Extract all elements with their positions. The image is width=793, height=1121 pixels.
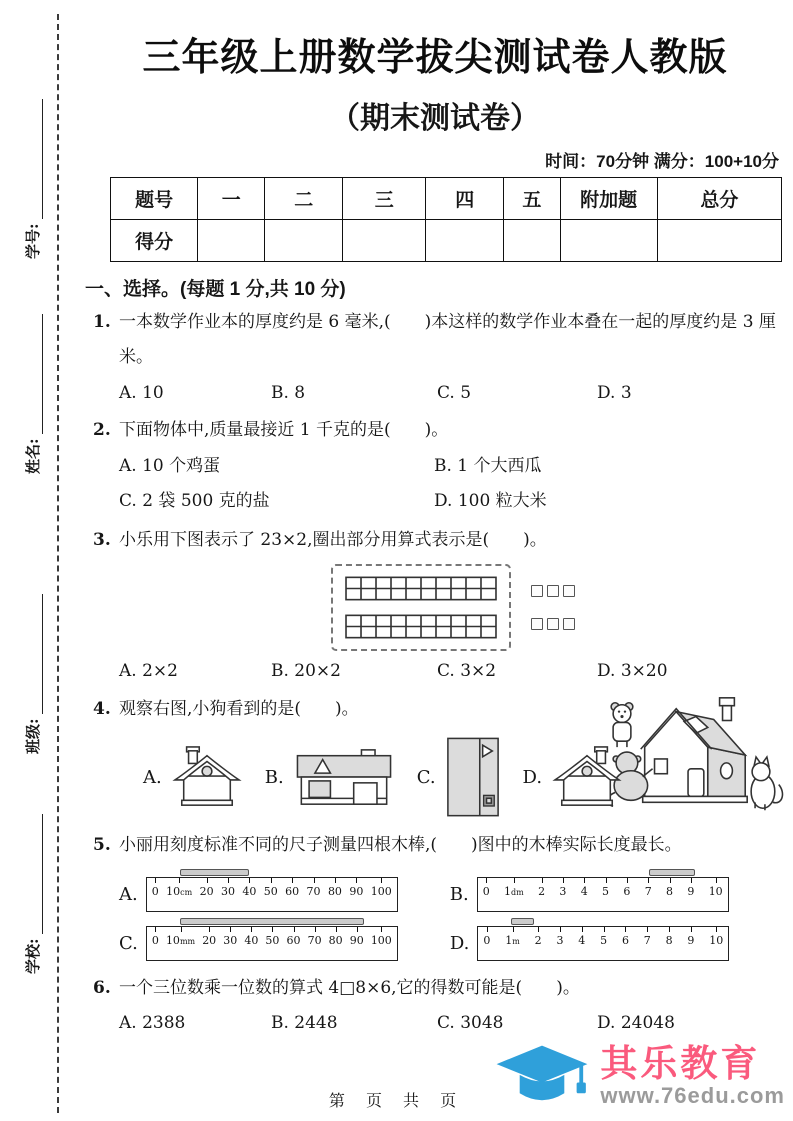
question-5-options — [119, 877, 785, 961]
option-a-ruler — [119, 877, 398, 912]
student-id-label: 学号: — [24, 223, 42, 259]
score-cell — [560, 220, 657, 262]
brand-website: www.76edu.com — [600, 1083, 785, 1109]
question-4 — [85, 692, 785, 824]
oval-window — [721, 763, 733, 779]
answer-option: A. 10 个鸡蛋 — [119, 455, 221, 476]
ruler-tick: 10mm — [165, 933, 196, 947]
score-table-header-cell: 一 — [198, 178, 265, 220]
answer-option: A. 10 — [119, 382, 164, 403]
score-table-header-cell: 二 — [265, 178, 343, 220]
score-cell — [504, 220, 560, 262]
question-5-number: 5. — [93, 834, 111, 855]
ruler-tick: 4 — [580, 884, 588, 898]
ruler-row-2 — [119, 926, 785, 961]
ruler-tick: 60 — [285, 884, 300, 898]
option-a-house-front — [143, 745, 243, 811]
page-number-footer: 第 页 共 页 — [328, 1091, 465, 1110]
ruler-tick: 0 — [151, 884, 159, 898]
score-table-header-cell: 五 — [504, 178, 560, 220]
ruler-tick: 8 — [666, 884, 674, 898]
graduation-cap-icon — [492, 1033, 592, 1119]
score-table-header-row — [111, 178, 782, 220]
score-table-header-cell: 附加题 — [560, 178, 657, 220]
question-2-text: 下面物体中,质量最接近 1 千克的是( )。 — [119, 419, 449, 440]
binding-dashed-line — [57, 14, 59, 1113]
ruler-tick: 30 — [223, 933, 238, 947]
ones-cubes-column — [531, 585, 575, 630]
ruler-tick: 10cm — [166, 884, 193, 898]
option-c-house-back — [417, 735, 501, 821]
front-window — [655, 759, 668, 774]
wood-stick — [649, 869, 695, 876]
publisher-logo — [492, 1033, 785, 1119]
option-key: C. — [416, 767, 436, 788]
circled-blocks-dashed-box — [331, 564, 511, 651]
ruler-tick: 80 — [328, 933, 343, 947]
score-cell — [265, 220, 343, 262]
option-d-house-front — [523, 745, 624, 811]
question-2 — [85, 413, 785, 519]
question-1-text: 一本数学作业本的厚度约是 6 毫米,( )本这样的数学作业本叠在一起的厚度约是 3 厘米。 — [119, 312, 776, 367]
ruler-tick: 7 — [644, 884, 652, 898]
answer-option: C. 2 袋 500 克的盐 — [119, 490, 270, 511]
score-cell — [198, 220, 265, 262]
question-4-options — [143, 735, 591, 821]
chimney-icon — [720, 697, 735, 705]
answer-option: A. 2388 — [119, 1013, 186, 1034]
house-front-image-a — [171, 745, 243, 811]
unit-cube — [531, 618, 543, 630]
tens-rod-row-2 — [345, 614, 497, 639]
question-4-house-scene-image — [597, 686, 785, 824]
ruler-tick: 100 — [370, 884, 392, 898]
wood-stick — [180, 869, 249, 876]
question-5 — [85, 828, 785, 961]
question-6-text: 一个三位数乘一位数的算式 4□8×6,它的得数可能是( )。 — [119, 977, 580, 998]
ruler-tick: 70 — [307, 933, 322, 947]
ruler-tick: 60 — [286, 933, 301, 947]
ruler-tick: 6 — [621, 933, 629, 947]
score-table-header-cell: 总分 — [657, 178, 781, 220]
option-key: A. — [143, 767, 162, 788]
question-2-number: 2. — [93, 419, 111, 440]
ruler-tick: 90 — [349, 933, 364, 947]
brand-name: 其乐教育 — [600, 1042, 761, 1084]
ruler-tick: 40 — [244, 933, 259, 947]
option-key: C. — [119, 932, 138, 954]
ruler-tick: 2 — [538, 884, 546, 898]
ones-cubes-row-2 — [531, 618, 575, 630]
answer-option: B. 20×2 — [271, 661, 341, 682]
question-4-number: 4. — [93, 698, 111, 719]
school-field — [17, 784, 43, 974]
score-cell — [426, 220, 504, 262]
ruler-tick: 5 — [602, 884, 610, 898]
option-b-house-side — [265, 746, 395, 810]
ruler-tick: 40 — [242, 884, 257, 898]
ruler-tick: 9 — [687, 884, 695, 898]
score-table-header-cell: 三 — [343, 178, 426, 220]
answer-option: D. 3×20 — [597, 661, 668, 682]
wood-stick — [180, 918, 364, 925]
wood-stick — [511, 918, 534, 925]
ruler-mm — [146, 926, 398, 961]
question-1-number: 1. — [93, 312, 111, 332]
option-d-ruler — [450, 926, 730, 961]
score-table-header-cell: 四 — [426, 178, 504, 220]
score-table-header-cell: 题号 — [111, 178, 198, 220]
answer-option: B. 2448 — [271, 1013, 338, 1034]
unit-cube — [547, 585, 559, 597]
ruler-tick: 5 — [600, 933, 608, 947]
ruler-tick: 20 — [199, 884, 214, 898]
chimney-icon — [723, 705, 732, 720]
ruler-tick: 50 — [265, 933, 280, 947]
page-title: 三年级上册数学拔尖测试卷人教版 — [142, 37, 728, 79]
answer-option: D. 24048 — [597, 1013, 675, 1034]
student-name-blank-line — [25, 314, 43, 434]
option-key: A. — [119, 883, 138, 905]
ruler-tick: 10 — [709, 933, 724, 947]
ones-cubes-row-1 — [531, 585, 575, 597]
paper-content — [85, 0, 785, 1044]
ruler-tick: 80 — [327, 884, 342, 898]
base-ten-blocks-figure — [331, 563, 785, 651]
ruler-m — [477, 926, 729, 961]
question-3 — [85, 523, 785, 688]
answer-option: C. 3×2 — [437, 661, 497, 682]
question-3-options — [119, 655, 785, 687]
option-b-ruler — [450, 877, 729, 912]
ruler-tick: 8 — [665, 933, 673, 947]
ruler-tick: 70 — [306, 884, 321, 898]
ruler-tick: 10 — [708, 884, 723, 898]
house-door — [688, 768, 704, 796]
answer-option: D. 3 — [597, 382, 632, 403]
score-cell — [343, 220, 426, 262]
ruler-tick: 9 — [687, 933, 695, 947]
ruler-tick: 90 — [349, 884, 364, 898]
ruler-tick: 30 — [220, 884, 235, 898]
question-1 — [85, 305, 785, 409]
class-field — [17, 564, 43, 754]
logo-text-block — [600, 1044, 785, 1109]
option-c-ruler — [119, 926, 398, 961]
section-one-heading: 一、选择。(每题 1 分,共 10 分) — [85, 279, 346, 300]
score-table-score-row — [111, 220, 782, 262]
option-key: D. — [449, 932, 470, 954]
school-label: 学校: — [24, 938, 42, 974]
exam-time-score-info: 时间：70分钟 满分：100+10分 — [545, 152, 779, 171]
answer-option: C. 3048 — [437, 1013, 504, 1034]
question-3-text: 小乐用下图表示了 23×2,圈出部分用算式表示是( )。 — [119, 529, 547, 550]
answer-option: C. 5 — [437, 382, 472, 403]
ruler-tick: 3 — [556, 933, 564, 947]
option-key: B. — [264, 767, 284, 788]
house-base — [643, 796, 747, 802]
school-blank-line — [25, 814, 43, 934]
question-4-text: 观察右图,小狗看到的是( )。 — [119, 698, 359, 719]
question-6-number: 6. — [93, 977, 111, 998]
question-3-number: 3. — [93, 529, 111, 550]
question-1-options — [119, 377, 785, 409]
student-name-field — [17, 284, 43, 474]
unit-cube — [563, 585, 575, 597]
ruler-tick: 20 — [202, 933, 217, 947]
ruler-dm — [477, 877, 729, 912]
ruler-row-1 — [119, 877, 785, 912]
ruler-tick: 4 — [578, 933, 586, 947]
answer-option: B. 1 个大西瓜 — [434, 455, 542, 476]
dog-icon — [611, 702, 633, 746]
unit-cube — [531, 585, 543, 597]
question-2-options — [119, 449, 785, 519]
ruler-tick: 6 — [623, 884, 631, 898]
house-front-image-d — [551, 745, 623, 811]
ruler-tick: 0 — [483, 933, 491, 947]
page-subtitle: （期末测试卷） — [330, 102, 540, 135]
answer-option: D. 100 粒大米 — [434, 490, 547, 511]
answer-option: A. 2×2 — [119, 661, 178, 682]
house-side-image-b — [293, 746, 395, 810]
tens-rod-row-1 — [345, 576, 497, 601]
class-blank-line — [25, 594, 43, 714]
score-row-label: 得分 — [111, 220, 198, 262]
student-id-blank-line — [25, 99, 43, 219]
ruler-tick: 1m — [505, 933, 520, 947]
unit-cube — [563, 618, 575, 630]
ruler-cm — [146, 877, 398, 912]
ruler-tick: 0 — [482, 884, 490, 898]
option-key: D. — [522, 767, 543, 788]
score-table — [110, 177, 782, 262]
score-cell — [657, 220, 781, 262]
ruler-tick: 2 — [534, 933, 542, 947]
ruler-tick: 1dm — [504, 884, 524, 898]
ruler-tick: 7 — [643, 933, 651, 947]
ruler-tick: 3 — [559, 884, 567, 898]
ruler-tick: 50 — [263, 884, 278, 898]
cat-icon — [751, 757, 782, 810]
answer-option: B. 8 — [271, 382, 306, 403]
student-name-label: 姓名: — [24, 438, 42, 474]
unit-cube — [547, 618, 559, 630]
ruler-tick: 0 — [151, 933, 159, 947]
question-5-text: 小丽用刻度标准不同的尺子测量四根木棒,( )图中的木棒实际长度最长。 — [119, 834, 682, 855]
house-back-image-c — [445, 735, 501, 821]
student-id-field — [17, 69, 43, 259]
ruler-tick: 100 — [370, 933, 392, 947]
question-6 — [85, 971, 785, 1040]
class-label: 班级: — [24, 718, 42, 754]
option-key: B. — [449, 883, 469, 905]
